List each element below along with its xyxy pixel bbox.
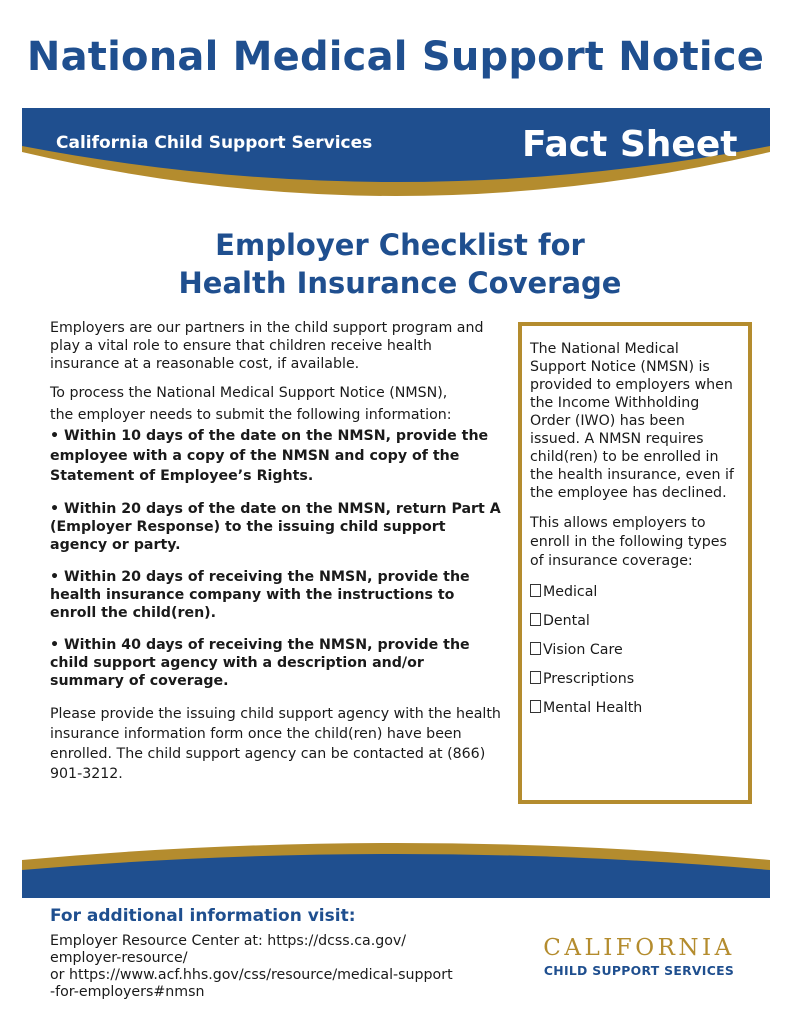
banner-org-name: California Child Support Services	[56, 133, 373, 153]
checkbox-icon	[530, 642, 541, 655]
main-body	[50, 319, 502, 795]
checklist-item-20-days-part-a: • Within 20 days of the date on the NMSN, return Part A (Employer Response) to the issuing child support agency or party.	[50, 501, 501, 553]
section-heading-line2: Health Insurance Coverage	[178, 266, 622, 300]
process-line-1: To process the National Medical Support Notice (NMSN),	[50, 385, 448, 401]
resource-link-2[interactable]: or https://www.acf.hhs.gov/css/resource/medical-support	[50, 967, 453, 983]
page-title: National Medical Support Notice	[26, 34, 765, 80]
footer-banner	[0, 838, 791, 904]
coverage-item: Dental	[530, 612, 736, 630]
footer-heading: For additional information visit:	[50, 906, 356, 926]
footer-links	[50, 933, 490, 1001]
checkbox-icon	[530, 584, 541, 597]
closing-paragraph: Please provide the issuing child support agency with the health insurance information form once the child(ren) have been enrolled. The child support agency can be contacted at (866) 901-3212.	[50, 706, 501, 782]
info-sidebar	[518, 322, 752, 804]
coverage-item: Medical	[530, 583, 736, 601]
resource-link-1-cont[interactable]: employer-resource/	[50, 950, 188, 966]
section-heading-line1: Employer Checklist for	[215, 228, 585, 262]
logo-css-text: CHILD SUPPORT SERVICES	[543, 963, 735, 978]
logo-california-text: CALIFORNIA	[543, 935, 735, 961]
coverage-item: Mental Health	[530, 699, 736, 717]
sidebar-paragraph-2: This allows employers to enroll in the following types of insurance coverage:	[530, 515, 727, 569]
checkbox-icon	[530, 613, 541, 626]
fact-sheet-label: Fact Sheet	[522, 124, 738, 165]
resource-link-2-cont[interactable]: -for-employers#nmsn	[50, 984, 205, 1000]
resource-link-1[interactable]: Employer Resource Center at: https://dcss.ca.gov/	[50, 933, 407, 949]
process-line-2: the employer needs to submit the following information:	[50, 407, 452, 423]
sidebar-paragraph-1: The National Medical Support Notice (NMSN) is provided to employers when the Income Withholding Order (IWO) has been issued. A NMSN requires child(ren) to be enrolled in the health insurance, even if the employee has declined.	[530, 341, 734, 501]
checklist-item-10-days: • Within 10 days of the date on the NMSN, provide the employee with a copy of the NMSN and copy of the Statement of Employee’s Rights.	[50, 428, 489, 484]
coverage-item: Prescriptions	[530, 670, 736, 688]
checkbox-icon	[530, 671, 541, 684]
checklist-item-40-days: • Within 40 days of receiving the NMSN, provide the child support agency with a description and/or summary of coverage.	[50, 637, 470, 689]
coverage-list	[530, 583, 736, 717]
intro-paragraph: Employers are our partners in the child support program and play a vital role to ensure that children receive health insurance at a reasonable cost, if available.	[50, 320, 484, 372]
checklist-item-20-days-insurer: • Within 20 days of receiving the NMSN, provide the health insurance company with the instructions to enroll the child(ren).	[50, 569, 470, 621]
checkbox-icon	[530, 700, 541, 713]
coverage-item: Vision Care	[530, 641, 736, 659]
section-heading	[60, 226, 740, 302]
california-child-support-logo	[532, 935, 746, 978]
